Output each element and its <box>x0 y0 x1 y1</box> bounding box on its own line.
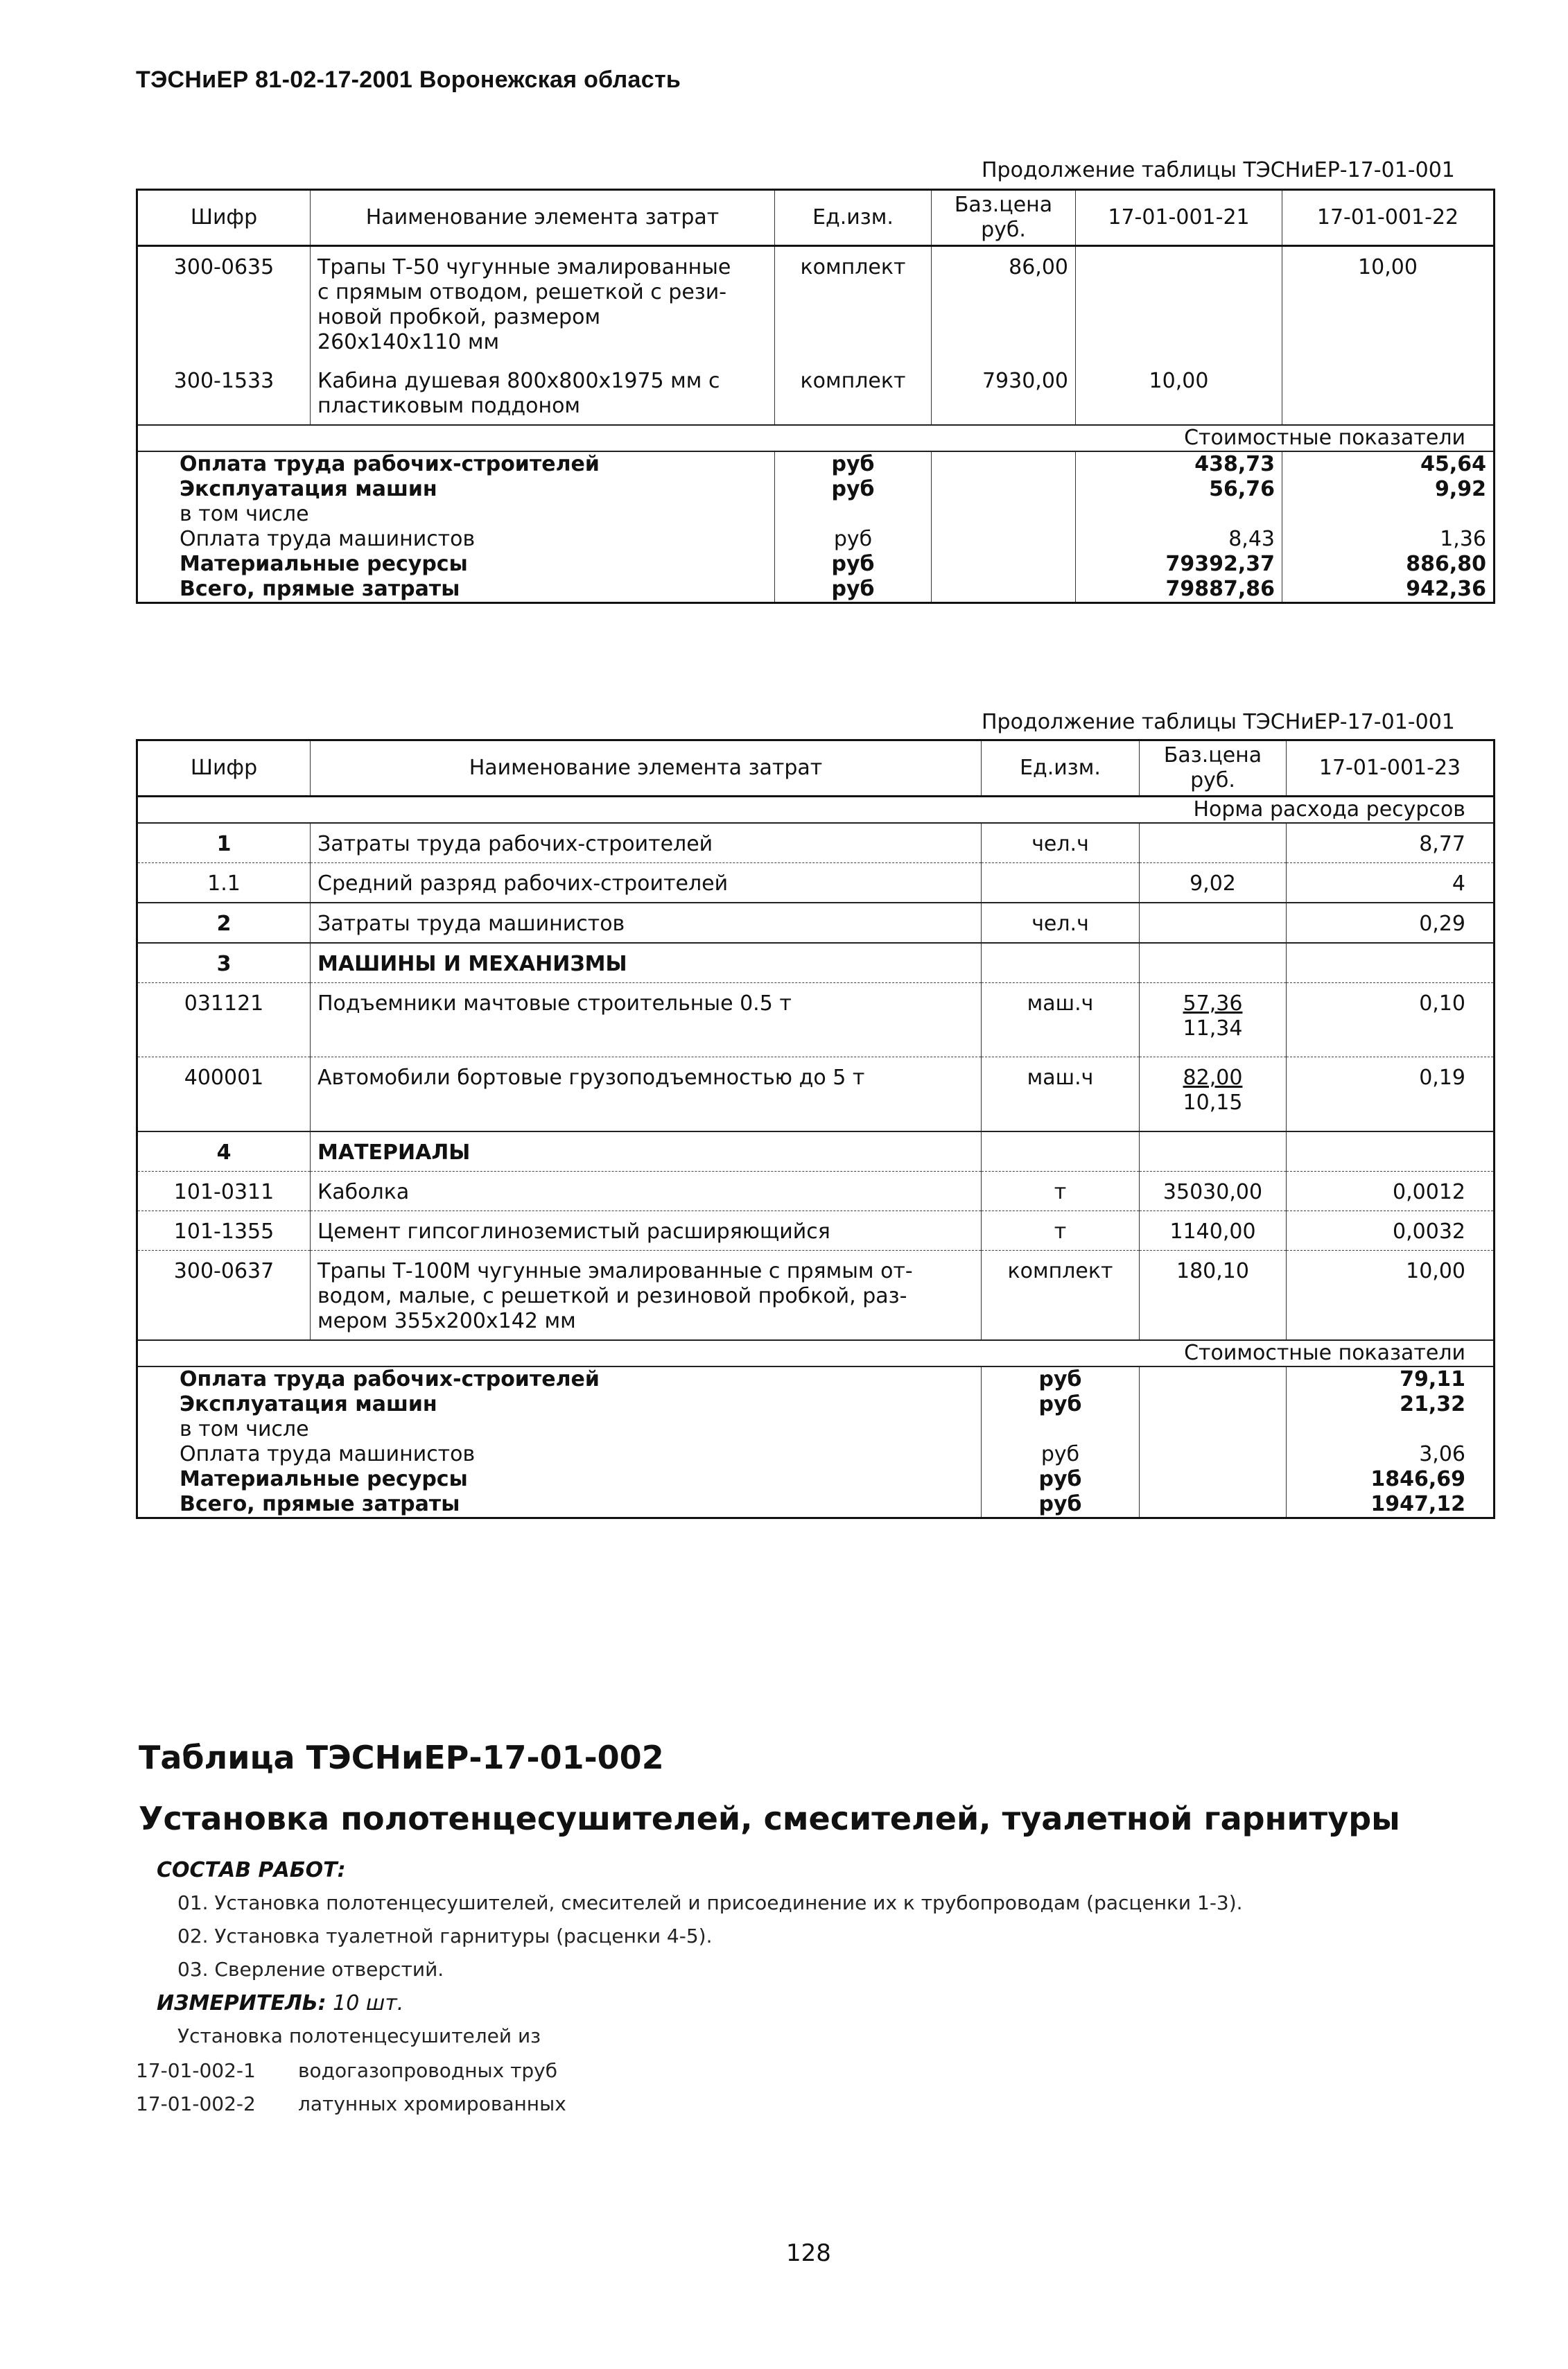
item-value: 10,00 <box>1076 361 1282 425</box>
cost-unit: руб <box>775 451 932 477</box>
cost-row <box>137 1392 1495 1417</box>
table2-header-row <box>137 740 1495 797</box>
cost-row <box>137 1417 1495 1442</box>
cost-row <box>137 552 1495 577</box>
item-name <box>311 1057 982 1132</box>
item-name <box>311 361 775 425</box>
item-code: 1 <box>137 823 311 863</box>
item-price: 86,00 <box>932 246 1076 361</box>
cost-price <box>932 527 1076 552</box>
item-name <box>311 1251 982 1341</box>
cost-label: Всего, прямые затраты <box>137 1492 982 1518</box>
item-unit: чел.ч <box>982 823 1140 863</box>
table3-subtitle: Установка полотенцесушителей, смесителей, туалетной гарнитуры <box>139 1800 1400 1837</box>
cost-price <box>932 577 1076 603</box>
cost-value: 942,36 <box>1282 577 1495 603</box>
item-name-line: с прямым отводом, решеткой с рези- <box>317 280 727 304</box>
cost-value: 21,32 <box>1287 1392 1495 1417</box>
price-value: 1140,00 <box>1169 1220 1256 1244</box>
item-value <box>1287 1131 1495 1172</box>
item-name-line: Каболка <box>317 1180 410 1204</box>
item-value: 0,10 <box>1287 983 1495 1057</box>
item-value: 4 <box>1287 863 1495 903</box>
cost-value: 1,36 <box>1282 527 1495 552</box>
item-name-line: мером 355х200х142 мм <box>317 1309 576 1333</box>
cost-unit: руб <box>775 577 932 603</box>
cost-row <box>137 1366 1495 1392</box>
cost-value: 438,73 <box>1076 451 1282 477</box>
item-name-line: Кабина душевая 800х800х1975 мм с <box>317 369 720 393</box>
item-unit <box>982 943 1140 983</box>
item-value: 8,77 <box>1287 823 1495 863</box>
cost-value: 1947,12 <box>1287 1492 1495 1518</box>
item-name <box>311 246 775 361</box>
cost-price <box>932 477 1076 502</box>
works-label: СОСТАВ РАБОТ: <box>157 1858 346 1882</box>
table2-caption: Продолжение таблицы ТЭСНиЕР-17-01-001 <box>982 710 1455 734</box>
table1-caption: Продолжение таблицы ТЭСНиЕР-17-01-001 <box>982 158 1455 182</box>
item-value: 0,0012 <box>1287 1172 1495 1211</box>
item-code: 400001 <box>137 1057 311 1132</box>
table-row <box>137 1057 1495 1132</box>
item-code: 3 <box>137 943 311 983</box>
item-text: латунных хромированных <box>298 2092 566 2115</box>
table1 <box>136 189 1495 604</box>
item-name-line: пластиковым поддоном <box>317 394 581 418</box>
intro-text: Установка полотенцесушителей из <box>177 2024 541 2047</box>
item-name-line: Автомобили бортовые грузоподъемностью до 5 т <box>317 1066 865 1090</box>
cost-value: 886,80 <box>1282 552 1495 577</box>
cost-label: Оплата труда машинистов <box>137 1442 982 1467</box>
item-code: 17-01-002-1 <box>136 2059 256 2082</box>
item-name-line: Подъемники мачтовые строительные 0.5 т <box>317 991 792 1016</box>
item-name <box>311 903 982 943</box>
cost-row <box>137 1492 1495 1518</box>
item-name <box>311 823 982 863</box>
item-name-line: водом, малые, с решеткой и резиновой пробкой, раз- <box>317 1284 907 1308</box>
item-name <box>311 943 982 983</box>
item-price <box>1140 983 1287 1057</box>
cost-row <box>137 577 1495 603</box>
cost-row <box>137 1467 1495 1492</box>
cost-label: Эксплуатация машин <box>137 477 775 502</box>
item-code: 101-1355 <box>137 1211 311 1251</box>
item-unit: маш.ч <box>982 1057 1140 1132</box>
cost-value: 9,92 <box>1282 477 1495 502</box>
item-code: 2 <box>137 903 311 943</box>
cost-value: 3,06 <box>1287 1442 1495 1467</box>
cost-label: Материальные ресурсы <box>137 1467 982 1492</box>
cost-price <box>1140 1392 1287 1417</box>
cost-price <box>1140 1417 1287 1442</box>
table-row <box>137 1211 1495 1251</box>
section-label: Норма расхода ресурсов <box>137 797 1495 824</box>
cost-unit: руб <box>775 477 932 502</box>
section-row <box>137 797 1495 824</box>
item-price <box>1140 1131 1287 1172</box>
cost-price <box>1140 1492 1287 1518</box>
column-header: Ед.изм. <box>775 190 932 246</box>
section-label: Стоимостные показатели <box>137 1340 1495 1366</box>
column-header: 17-01-001-23 <box>1287 740 1495 797</box>
column-header: Шифр <box>137 190 311 246</box>
item-name-line: Средний разряд рабочих-строителей <box>317 871 729 896</box>
item-price <box>1140 863 1287 903</box>
cost-label: Всего, прямые затраты <box>137 577 775 603</box>
cost-label: Оплата труда машинистов <box>137 527 775 552</box>
column-header: Ед.изм. <box>982 740 1140 797</box>
item-code: 4 <box>137 1131 311 1172</box>
item-name-line: 260х140х110 мм <box>317 330 500 354</box>
item-code: 1.1 <box>137 863 311 903</box>
cost-unit: руб <box>982 1366 1140 1392</box>
cost-value: 1846,69 <box>1287 1467 1495 1492</box>
cost-price <box>932 552 1076 577</box>
item-name-line: МАШИНЫ И МЕХАНИЗМЫ <box>317 952 627 976</box>
item-price <box>1140 1172 1287 1211</box>
price-value: 35030,00 <box>1162 1180 1263 1204</box>
work-item: 03. Сверление отверстий. <box>177 1958 444 1981</box>
cost-label: Оплата труда рабочих-строителей <box>137 1366 982 1392</box>
item-value <box>1282 361 1495 425</box>
cost-unit: руб <box>775 527 932 552</box>
item-unit <box>982 863 1140 903</box>
work-item: 02. Установка туалетной гарнитуры (расценки 4-5). <box>177 1925 713 1947</box>
cost-value: 79887,86 <box>1076 577 1282 603</box>
cost-label: в том числе <box>137 1417 982 1442</box>
cost-unit <box>982 1417 1140 1442</box>
item-unit: т <box>982 1172 1140 1211</box>
table-row <box>137 943 1495 983</box>
item-code: 101-0311 <box>137 1172 311 1211</box>
item-unit: т <box>982 1211 1140 1251</box>
item-name-line: Цемент гипсоглиноземистый расширяющийся <box>317 1220 830 1244</box>
column-header: Наименование элемента затрат <box>311 740 982 797</box>
table1-header-row <box>137 190 1495 246</box>
table-row <box>137 823 1495 863</box>
cost-row <box>137 477 1495 502</box>
item-code: 300-0635 <box>137 246 311 361</box>
cost-price <box>1140 1467 1287 1492</box>
item-name-line: МАТЕРИАЛЫ <box>317 1140 471 1165</box>
item-unit: комплект <box>982 1251 1140 1341</box>
price-wage: 10,15 <box>1183 1091 1243 1115</box>
item-unit: комплект <box>775 361 932 425</box>
item-text: водогазопроводных труб <box>298 2059 558 2082</box>
cost-label: Эксплуатация машин <box>137 1392 982 1417</box>
column-header: Наименование элемента затрат <box>311 190 775 246</box>
cost-price <box>1140 1442 1287 1467</box>
cost-value <box>1287 1417 1495 1442</box>
item-price <box>1140 1057 1287 1132</box>
item-name-line: Трапы Т-100М чугунные эмалированные с прямым от- <box>317 1259 913 1283</box>
table-row <box>137 983 1495 1057</box>
cost-price <box>932 451 1076 477</box>
item-code: 300-1533 <box>137 361 311 425</box>
table-row <box>137 1251 1495 1341</box>
item-unit: комплект <box>775 246 932 361</box>
price-wage: 11,34 <box>1183 1016 1243 1041</box>
table-row <box>137 1172 1495 1211</box>
item-name-line: Затраты труда рабочих-строителей <box>317 832 713 856</box>
item-value <box>1287 943 1495 983</box>
cost-unit: руб <box>982 1492 1140 1518</box>
cost-label: Материальные ресурсы <box>137 552 775 577</box>
item-name <box>311 863 982 903</box>
table-row <box>137 246 1495 361</box>
item-value <box>1076 246 1282 361</box>
meter-line <box>157 1991 403 2015</box>
section-label: Стоимостные показатели <box>137 425 1495 451</box>
item-name-line: Трапы Т-50 чугунные эмалированные <box>317 255 731 279</box>
page-number: 128 <box>786 2239 831 2267</box>
cost-unit: руб <box>982 1392 1140 1417</box>
table-row <box>137 863 1495 903</box>
item-name-line: Затраты труда машинистов <box>317 912 625 936</box>
item-name <box>311 1172 982 1211</box>
work-item: 01. Установка полотенцесушителей, смесителей и присоединение их к трубопроводам (расценки 1-3). <box>177 1891 1243 1914</box>
cost-unit <box>775 502 932 527</box>
cost-row <box>137 1442 1495 1467</box>
item-value: 10,00 <box>1287 1251 1495 1341</box>
cost-row <box>137 451 1495 477</box>
item-code: 031121 <box>137 983 311 1057</box>
table-row <box>137 903 1495 943</box>
meter-value: 10 шт. <box>333 1991 404 2015</box>
item-value: 0,19 <box>1287 1057 1495 1132</box>
item-name-line: новой пробкой, размером <box>317 305 601 329</box>
column-header: Баз.цена руб. <box>932 190 1076 246</box>
cost-row <box>137 502 1495 527</box>
price-value: 9,02 <box>1190 871 1236 896</box>
table3-title: Таблица ТЭСНиЕР-17-01-002 <box>139 1739 664 1776</box>
section-row <box>137 1340 1495 1366</box>
column-header: Баз.цена руб. <box>1140 740 1287 797</box>
meter-label: ИЗМЕРИТЕЛЬ: <box>157 1991 326 2015</box>
cost-value <box>1282 502 1495 527</box>
item-code: 17-01-002-2 <box>136 2092 256 2115</box>
item-unit <box>982 1131 1140 1172</box>
cost-value: 8,43 <box>1076 527 1282 552</box>
item-value: 10,00 <box>1282 246 1495 361</box>
section-row <box>137 425 1495 451</box>
item-price <box>1140 1251 1287 1341</box>
item-name <box>311 1131 982 1172</box>
table2 <box>136 739 1495 1519</box>
column-header: 17-01-001-21 <box>1076 190 1282 246</box>
item-unit: чел.ч <box>982 903 1140 943</box>
price-value: 180,10 <box>1176 1259 1249 1283</box>
cost-row <box>137 527 1495 552</box>
item-price <box>1140 903 1287 943</box>
table-row <box>137 361 1495 425</box>
cost-unit: руб <box>982 1442 1140 1467</box>
item-value: 0,29 <box>1287 903 1495 943</box>
cost-value: 56,76 <box>1076 477 1282 502</box>
item-value: 0,0032 <box>1287 1211 1495 1251</box>
item-price <box>1140 1211 1287 1251</box>
cost-value: 79,11 <box>1287 1366 1495 1392</box>
item-code: 300-0637 <box>137 1251 311 1341</box>
table-row <box>137 1131 1495 1172</box>
cost-unit: руб <box>775 552 932 577</box>
cost-price <box>1140 1366 1287 1392</box>
item-price: 7930,00 <box>932 361 1076 425</box>
cost-value: 45,64 <box>1282 451 1495 477</box>
cost-label: в том числе <box>137 502 775 527</box>
item-name <box>311 983 982 1057</box>
price-value: 82,00 <box>1183 1066 1243 1090</box>
cost-unit: руб <box>982 1467 1140 1492</box>
cost-label: Оплата труда рабочих-строителей <box>137 451 775 477</box>
item-price <box>1140 943 1287 983</box>
cost-price <box>932 502 1076 527</box>
item-name <box>311 1211 982 1251</box>
column-header: Шифр <box>137 740 311 797</box>
cost-value: 79392,37 <box>1076 552 1282 577</box>
cost-value <box>1076 502 1282 527</box>
column-header: 17-01-001-22 <box>1282 190 1495 246</box>
price-value: 57,36 <box>1183 991 1243 1016</box>
item-price <box>1140 823 1287 863</box>
document-header: ТЭСНиЕР 81-02-17-2001 Воронежская область <box>136 67 681 93</box>
item-unit: маш.ч <box>982 983 1140 1057</box>
